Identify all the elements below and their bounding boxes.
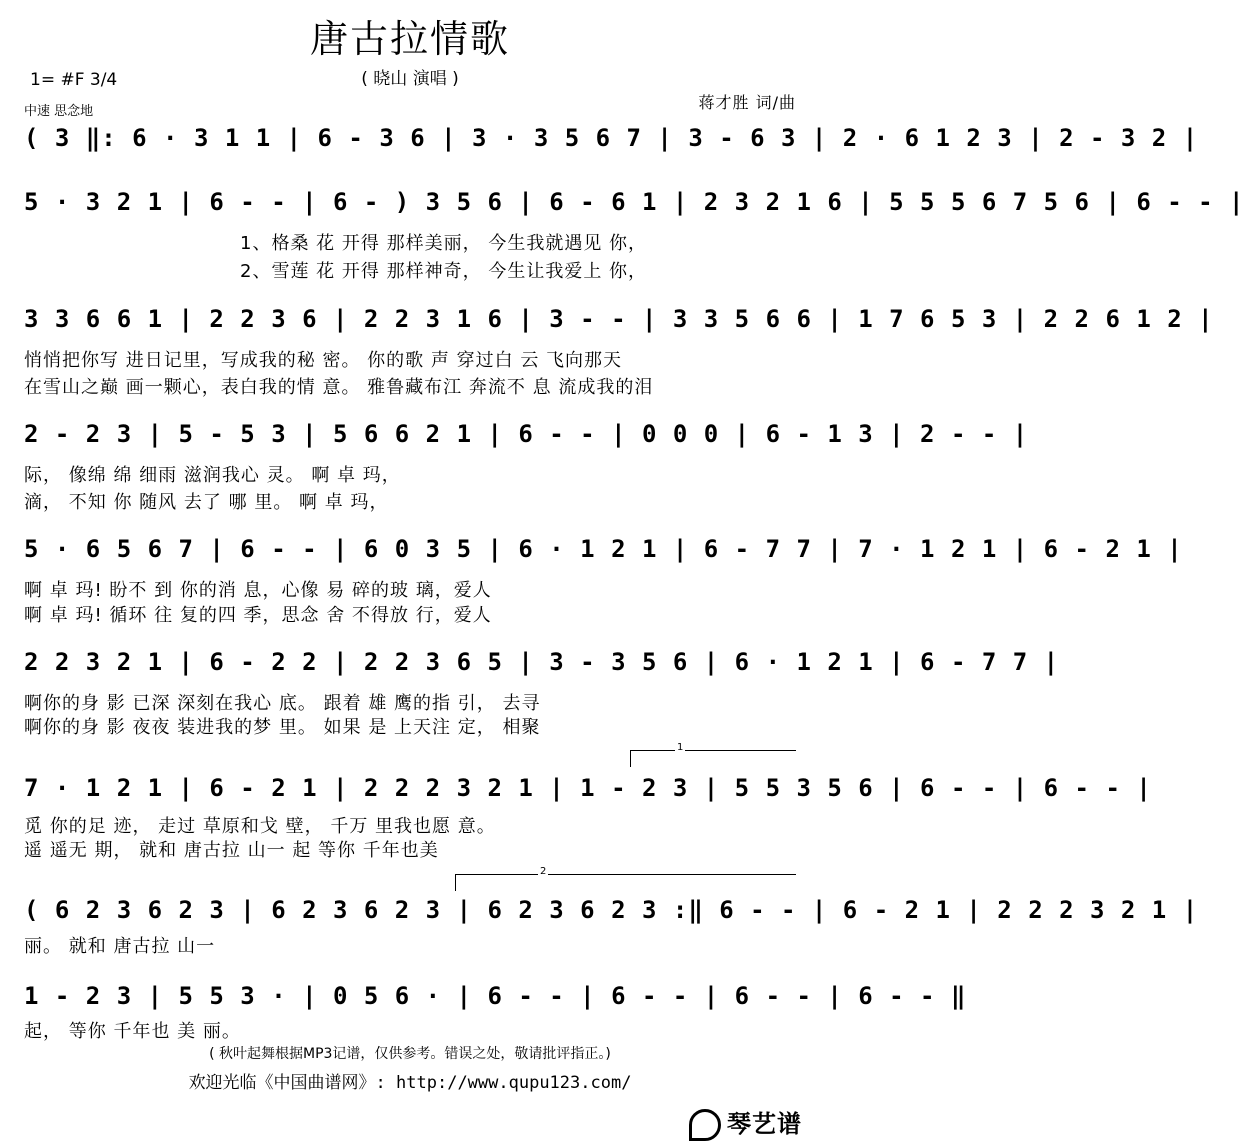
- lyric-line-7b: 遥 遥无 期， 就和 唐古拉 山一 起 等你 千年也美: [24, 840, 439, 861]
- site-logo: [689, 1104, 802, 1141]
- logo-text: 琴艺谱: [727, 1110, 802, 1138]
- score-line-3: 3 3 6 6 1 | 2 2 3 6 | 2 2 3 1 6 | 3 - - | 3 3 5 6 6 | 1 7 6 5 3 | 2 2 6 1 2 |: [24, 305, 1214, 333]
- page-title: 唐古拉情歌: [309, 17, 510, 61]
- lyric-line-5b: 啊 卓 玛! 循环 往 复的四 季，思念 舍 不得放 行，爱人: [24, 605, 492, 626]
- volta-bracket-1: 1: [630, 750, 796, 767]
- score-line-5: 5 · 6 5 6 7 | 6 - - | 6 0 3 5 | 6 · 1 2 1 | 6 - 7 7 | 7 · 1 2 1 | 6 - 2 1 |: [24, 535, 1183, 563]
- website-welcome[interactable]: 欢迎光临《中国曲谱网》: http://www.qupu123.com/: [188, 1073, 632, 1093]
- lyric-line-2a: 1、格桑 花 开得 那样美丽， 今生我就遇见 你，: [240, 233, 648, 254]
- lyric-line-4a: 际， 像绵 绵 细雨 滋润我心 灵。 啊 卓 玛，: [24, 465, 401, 486]
- logo-icon: [689, 1109, 721, 1141]
- lyric-line-4b: 滴， 不知 你 随风 去了 哪 里。 啊 卓 玛，: [24, 492, 389, 513]
- lyric-line-5a: 啊 卓 玛! 盼不 到 你的消 息，心像 易 碎的玻 璃，爱人: [24, 580, 492, 601]
- lyric-line-3b: 在雪山之巅 画一颗心，表白我的情 意。 雅鲁藏布江 奔流不 息 流成我的泪: [24, 377, 654, 398]
- score-line-9: 1 - 2 3 | 5 5 3 · | 0 5 6 · | 6 - - | 6 - - | 6 - - | 6 - - ‖: [24, 982, 967, 1010]
- composer-credit: 蒋才胜 词/曲: [698, 93, 796, 112]
- score-line-2: 5 · 3 2 1 | 6 - - | 6 - ) 3 5 6 | 6 - 6 1 | 2 3 2 1 6 | 5 5 5 6 7 5 6 | 6 - - |: [24, 188, 1245, 216]
- lyric-line-9a: 起， 等你 千年也 美 丽。: [24, 1021, 241, 1042]
- score-line-1: ( 3 ‖: 6 · 3 1 1 | 6 - 3 6 | 3 · 3 5 6 7 | 3 - 6 3 | 2 · 6 1 2 3 | 2 - 3 2 |: [24, 124, 1199, 152]
- volta-bracket-2: 2: [455, 874, 796, 891]
- tempo-marking: 中速 思念地: [24, 104, 94, 119]
- key-signature: 1= #F 3/4: [30, 70, 118, 90]
- score-line-7: 7 · 1 2 1 | 6 - 2 1 | 2 2 2 3 2 1 | 1 - 2 3 | 5 5 3 5 6 | 6 - - | 6 - - |: [24, 774, 1152, 802]
- score-line-6: 2 2 3 2 1 | 6 - 2 2 | 2 2 3 6 5 | 3 - 3 5 6 | 6 · 1 2 1 | 6 - 7 7 |: [24, 648, 1060, 676]
- score-line-8: ( 6 2 3 6 2 3 | 6 2 3 6 2 3 | 6 2 3 6 2 3 :‖ 6 - - | 6 - 2 1 | 2 2 2 3 2 1 |: [24, 896, 1199, 924]
- score-line-4: 2 - 2 3 | 5 - 5 3 | 5 6 6 2 1 | 6 - - | 0 0 0 | 6 - 1 3 | 2 - - |: [24, 420, 1029, 448]
- singer-label: ( 晓山 演唱 ): [361, 69, 459, 89]
- lyric-line-7a: 觅 你的足 迹， 走过 草原和戈 壁， 千万 里我也愿 意。: [24, 816, 496, 837]
- lyric-line-3a: 悄悄把你写 进日记里，写成我的秘 密。 你的歌 声 穿过白 云 飞向那天: [24, 350, 623, 371]
- lyric-line-6b: 啊你的身 影 夜夜 装进我的梦 里。 如果 是 上天注 定， 相聚: [24, 717, 541, 738]
- lyric-line-6a: 啊你的身 影 已深 深刻在我心 底。 跟着 雄 鹰的指 引， 去寻: [24, 693, 541, 714]
- lyric-line-8a: 丽。 就和 唐古拉 山一: [24, 936, 216, 957]
- lyric-line-2b: 2、雪莲 花 开得 那样神奇， 今生让我爱上 你，: [240, 261, 648, 282]
- transcription-note: ( 秋叶起舞根据MP3记谱，仅供参考。错误之处，敬请批评指正。): [209, 1046, 611, 1062]
